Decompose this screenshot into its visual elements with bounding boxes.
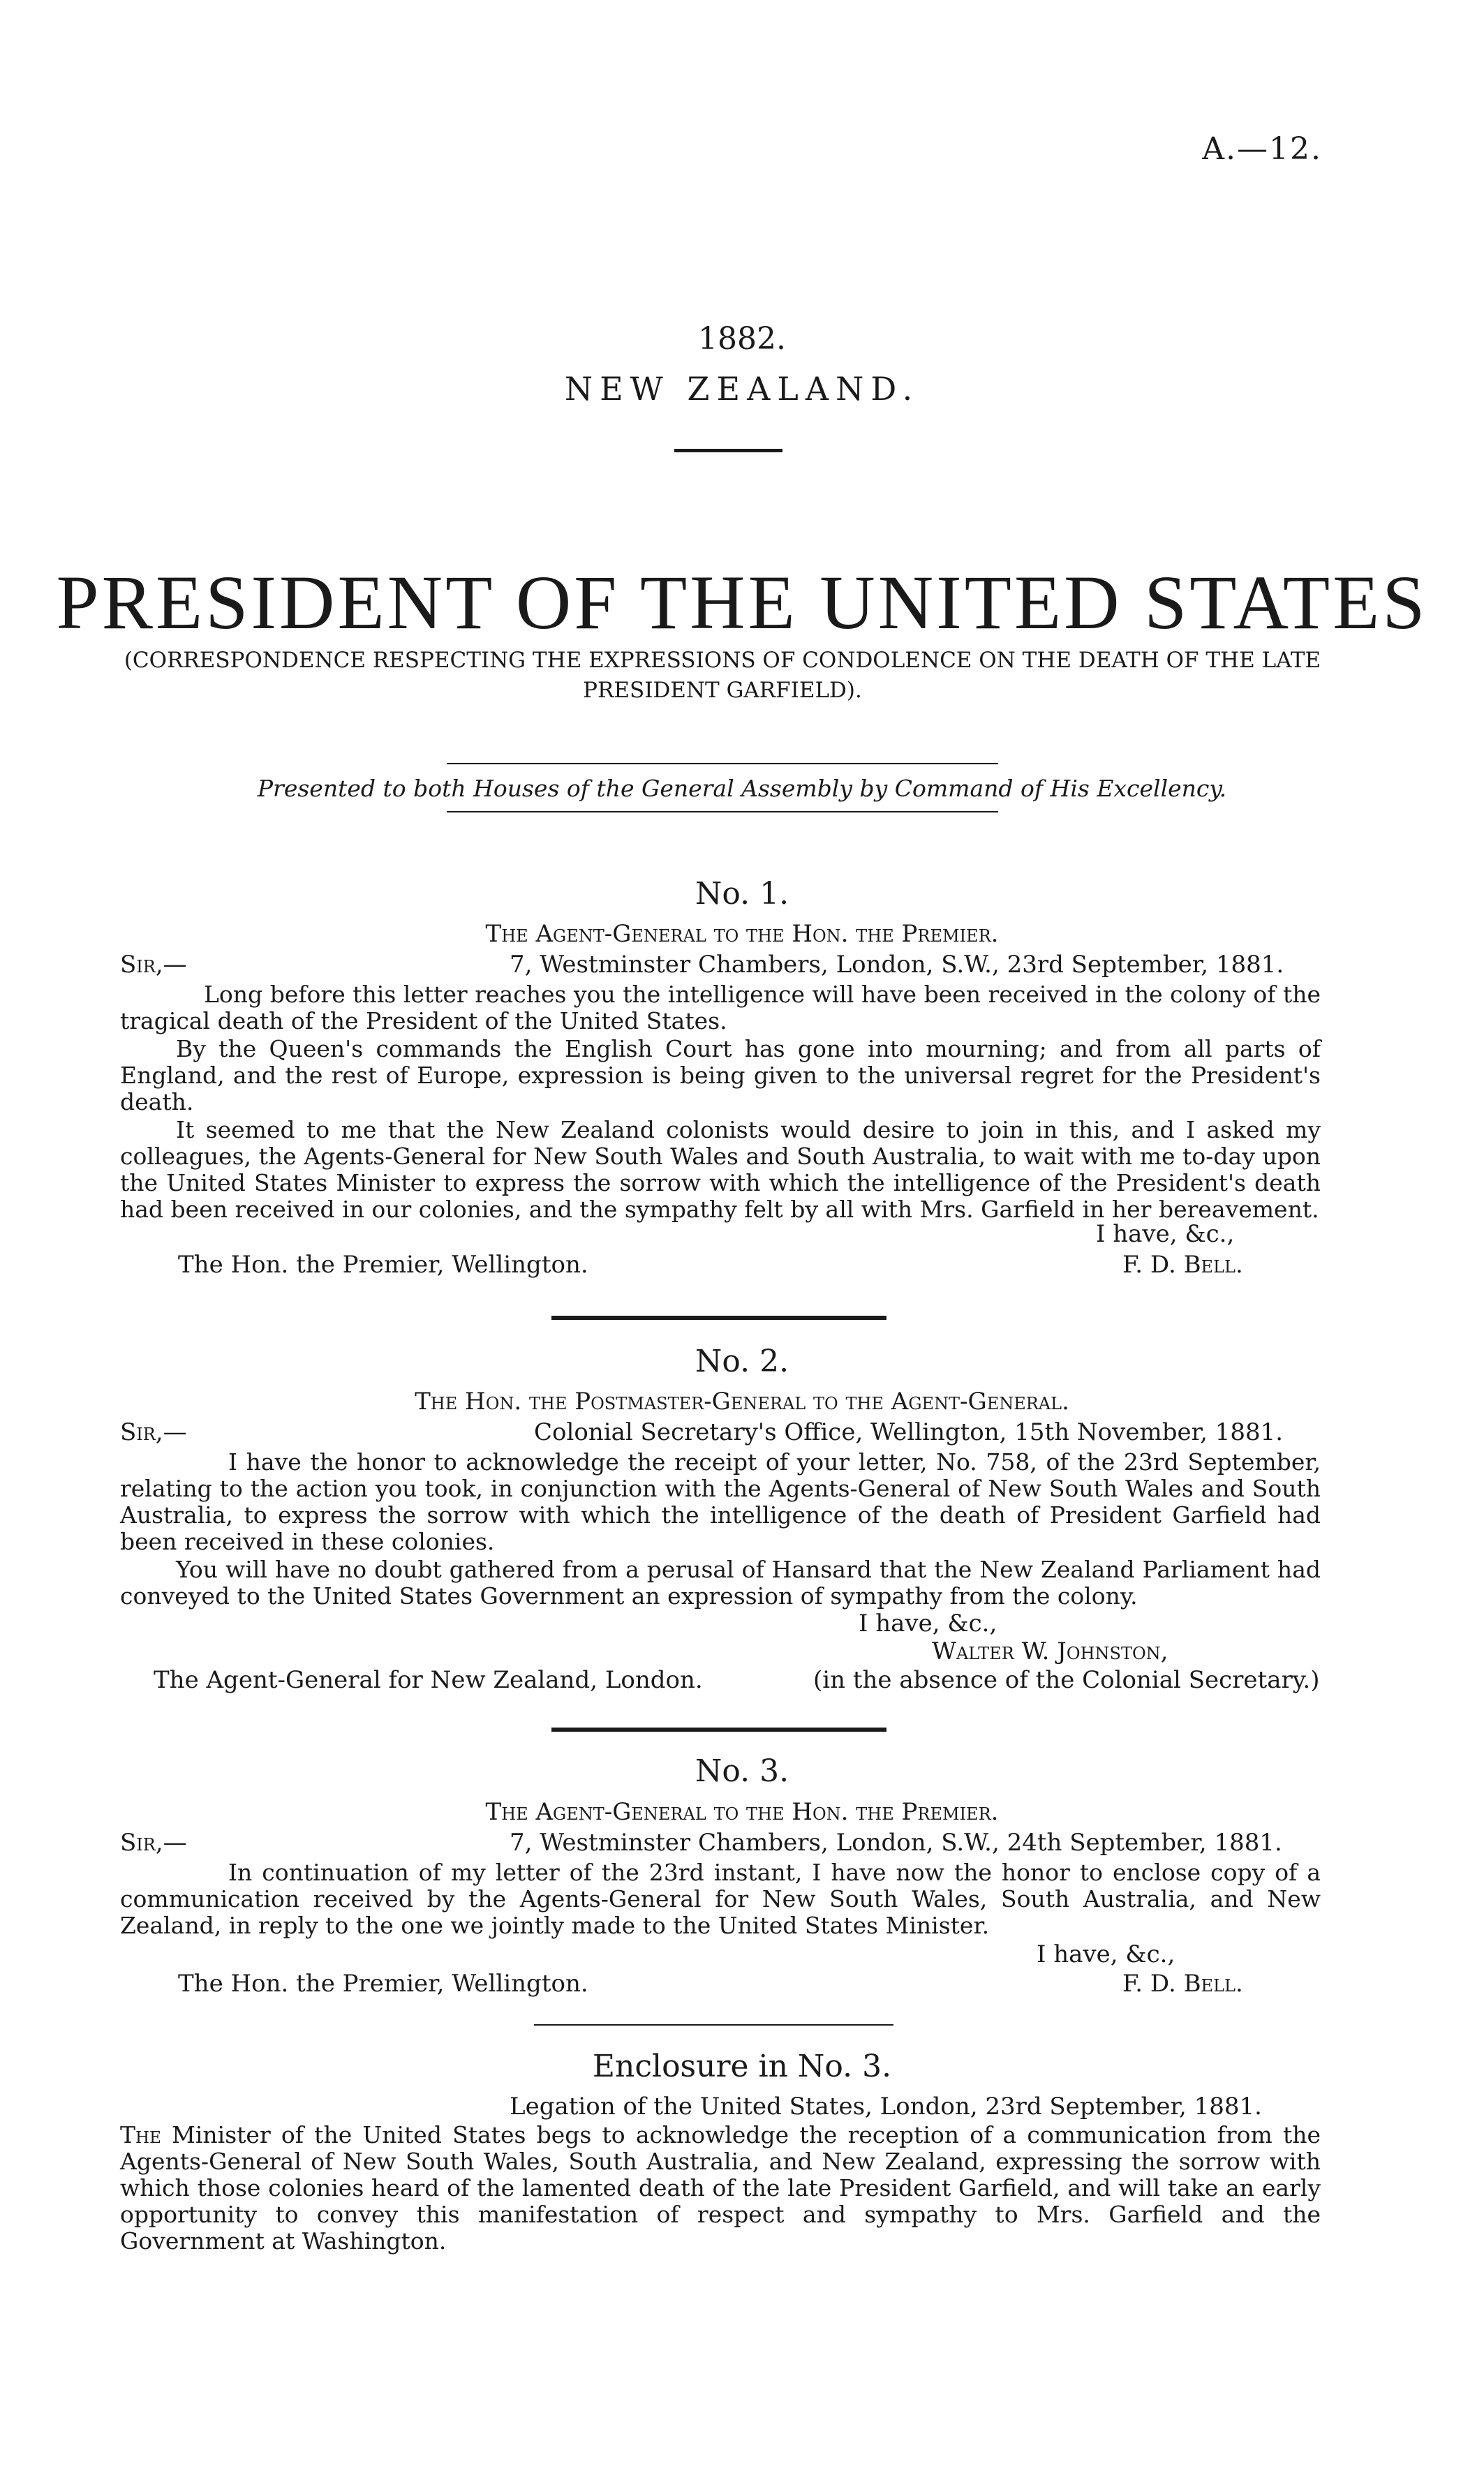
enclosure-body (120, 2122, 1321, 2255)
letter-3-salutation: Sir,— (120, 1829, 187, 1857)
document-country: NEW ZEALAND. (564, 370, 920, 408)
page-subtitle: (CORRESPONDENCE RESPECTING THE EXPRESSIONS OF CONDOLENCE ON THE DEATH OF THE LATE PRESIDENT GARFIELD). (124, 648, 1321, 703)
letter-1-divider (551, 1316, 886, 1320)
letter-1-paragraph-2: By the Queen's commands the English Court has gone into mourning; and from all parts of England, and the rest of Europe, expression is being given to the universal regret for the President's death. (120, 1035, 1321, 1115)
letter-2-dateline: Colonial Secretary's Office, Wellington, 15th November, 1881. (534, 1418, 1284, 1446)
enclosure-lead: The (120, 2121, 161, 2148)
letter-1-paragraph-3: It seemed to me that the New Zealand colonists would desire to join in this, and I asked my colleagues, the Agents-General for New South Wales and South Australia, to wait with me to-day upon the United States Minister to express the sorrow with which the intelligence of the President's death had been received in our colonies, and the sympathy felt by all with Mrs. Garfield in her bereavement. (120, 1116, 1321, 1223)
letter-3-paragraph-1: In continuation of my letter of the 23rd instant, I have now the honor to enclose copy of a communication received by the Agents-General for New South Wales, South Australia, and New Zealand, in reply to the one we jointly made to the United States Minister. (120, 1859, 1321, 1939)
letter-1-number: No. 1. (695, 876, 789, 912)
enclosure-text: Minister of the United States begs to acknowledge the reception of a communication from the Agents-General of New South Wales, South Australia, and New Zealand, expressing the sorrow with which those colonies heard of the lamented death of the late President Garfield, and will take an early opportunity to convey this manifestation of respect and sympathy to Mrs. Garfield and the Government at Washington. (120, 2121, 1321, 2255)
letter-3-signature: F. D. Bell. (1122, 1970, 1243, 1998)
letter-1-addressee: The Hon. the Premier, Wellington. (178, 1251, 588, 1279)
letter-1-paragraph-1: Long before this letter reaches you the intelligence will have been received in the colony of the tragical death of the President of the United States. (120, 981, 1321, 1034)
document-reference: A.—12. (1202, 131, 1322, 167)
letter-2-divider (551, 1728, 886, 1732)
letter-3-divider (534, 2024, 893, 2026)
letter-1-salutation: Sir,— (120, 951, 187, 979)
document-year: 1882. (698, 321, 786, 357)
letter-3-dateline: 7, Westminster Chambers, London, S.W., 24th September, 1881. (510, 1829, 1282, 1857)
letter-1-heading: The Agent-General to the Hon. the Premier. (485, 920, 999, 948)
letter-2-number: No. 2. (695, 1344, 789, 1379)
enclosure-title: Enclosure in No. 3. (592, 2049, 892, 2084)
page-title: PRESIDENT OF THE UNITED STATES (56, 560, 1428, 645)
letter-3-number: No. 3. (695, 1753, 789, 1789)
letter-2-paragraph-2: You will have no doubt gathered from a perusal of Hansard that the New Zealand Parliament had conveyed to the United States Government an expression of sympathy from the colony. (120, 1556, 1321, 1610)
letter-2-salutation: Sir,— (120, 1418, 187, 1446)
letter-2-paragraph-1: I have the honor to acknowledge the receipt of your letter, No. 758, of the 23rd September, relating to the action you took, in conjunction with the Agents-General of New South Wales and South Australia, to express the sorrow with which the intelligence of the death of President Garfield had been received in these colonies. (120, 1448, 1321, 1555)
letter-2-signature: Walter W. Johnston, (932, 1637, 1168, 1665)
letter-1-dateline: 7, Westminster Chambers, London, S.W., 23rd September, 1881. (510, 951, 1284, 979)
letter-2-closing: I have, &c., (859, 1610, 997, 1637)
letter-3-addressee: The Hon. the Premier, Wellington. (178, 1970, 588, 1998)
letter-2-addressee: The Agent-General for New Zealand, London. (154, 1666, 703, 1694)
letter-2-signature-note: (in the absence of the Colonial Secretary.) (813, 1666, 1320, 1694)
letter-2-heading: The Hon. the Postmaster-General to the Agent-General. (415, 1388, 1069, 1416)
letter-3-heading: The Agent-General to the Hon. the Premier. (485, 1798, 999, 1826)
header-divider (674, 449, 782, 452)
letter-1-closing: I have, &c., (1096, 1220, 1235, 1248)
enclosure-dateline: Legation of the United States, London, 23rd September, 1881. (510, 2093, 1262, 2121)
presented-bottom-rule (447, 811, 998, 812)
letter-1-signature: F. D. Bell. (1122, 1251, 1243, 1279)
letter-3-closing: I have, &c., (1037, 1940, 1175, 1968)
presented-line: Presented to both Houses of the General Assembly by Command of His Excellency. (257, 775, 1227, 802)
presented-top-rule (447, 763, 998, 764)
